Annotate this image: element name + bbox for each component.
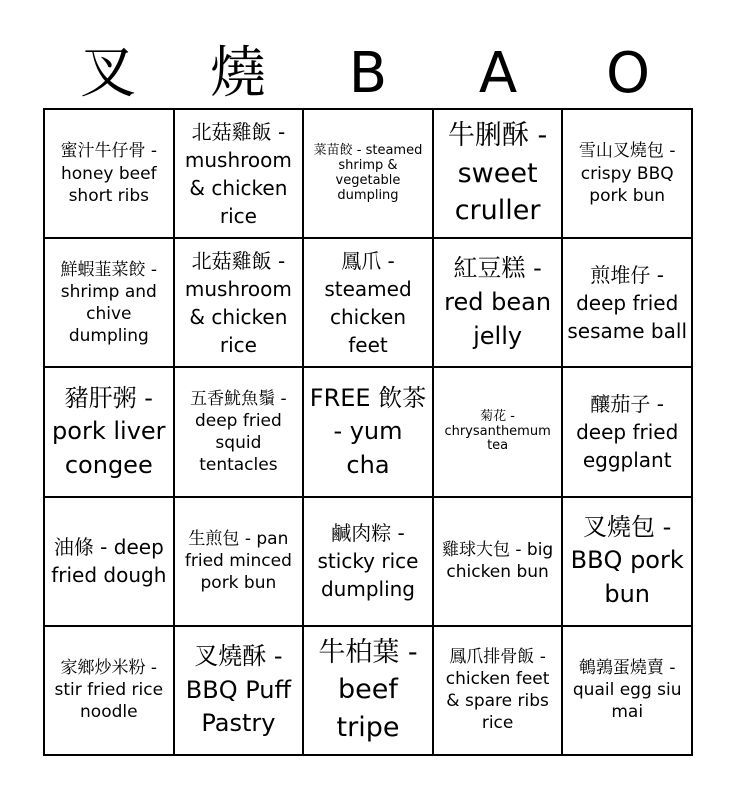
bingo-cell-r5c5[interactable]: 鵪鶉蛋燒賣 - quail egg siu mai	[562, 626, 692, 755]
bingo-cell-r4c1[interactable]: 油條 - deep fried dough	[44, 497, 174, 626]
bingo-cell-r1c5[interactable]: 雪山叉燒包 - crispy BBQ pork bun	[562, 109, 692, 238]
bingo-header	[43, 40, 693, 108]
bingo-cell-r5c3[interactable]: 牛柏葉 - beef tripe	[303, 626, 433, 755]
bingo-cell-r4c3[interactable]: 鹹肉粽 - sticky rice dumpling	[303, 497, 433, 626]
header-letter-1: 叉	[80, 41, 136, 106]
bingo-cell-free[interactable]: FREE 飲茶 - yum cha	[303, 367, 433, 496]
bingo-cell-r2c4[interactable]: 紅豆糕 - red bean jelly	[433, 238, 563, 367]
bingo-cell-r1c3[interactable]: 菜苗餃 - steamed shrimp & vegetable dumpling	[303, 109, 433, 238]
header-letter-5: O	[605, 41, 651, 106]
bingo-cell-r2c5[interactable]: 煎堆仔 - deep fried sesame ball	[562, 238, 692, 367]
bingo-cell-r1c2[interactable]: 北菇雞飯 - mushroom & chicken rice	[174, 109, 304, 238]
bingo-cell-r5c1[interactable]: 家鄉炒米粉 - stir fried rice noodle	[44, 626, 174, 755]
bingo-cell-r1c4[interactable]: 牛脷酥 - sweet cruller	[433, 109, 563, 238]
header-letter-4: A	[478, 41, 518, 106]
bingo-cell-r1c1[interactable]: 蜜汁牛仔骨 - honey beef short ribs	[44, 109, 174, 238]
bingo-cell-r3c4[interactable]: 菊花 - chrysanthemum tea	[433, 367, 563, 496]
bingo-cell-r2c3[interactable]: 鳳爪 - steamed chicken feet	[303, 238, 433, 367]
bingo-cell-r5c4[interactable]: 鳳爪排骨飯 - chicken feet & spare ribs rice	[433, 626, 563, 755]
bingo-cell-r3c2[interactable]: 五香魷魚鬚 - deep fried squid tentacles	[174, 367, 304, 496]
bingo-cell-r3c1[interactable]: 豬肝粥 - pork liver congee	[44, 367, 174, 496]
bingo-cell-r5c2[interactable]: 叉燒酥 - BBQ Puff Pastry	[174, 626, 304, 755]
bingo-cell-r2c2[interactable]: 北菇雞飯 - mushroom & chicken rice	[174, 238, 304, 367]
header-letter-3: B	[348, 41, 388, 106]
bingo-cell-r4c4[interactable]: 雞球大包 - big chicken bun	[433, 497, 563, 626]
bingo-grid	[43, 108, 693, 756]
bingo-cell-r4c2[interactable]: 生煎包 - pan fried minced pork bun	[174, 497, 304, 626]
bingo-cell-r4c5[interactable]: 叉燒包 - BBQ pork bun	[562, 497, 692, 626]
header-letter-2: 燒	[210, 41, 266, 106]
bingo-cell-r3c5[interactable]: 釀茄子 - deep fried eggplant	[562, 367, 692, 496]
bingo-cell-r2c1[interactable]: 鮮蝦韮菜餃 - shrimp and chive dumpling	[44, 238, 174, 367]
